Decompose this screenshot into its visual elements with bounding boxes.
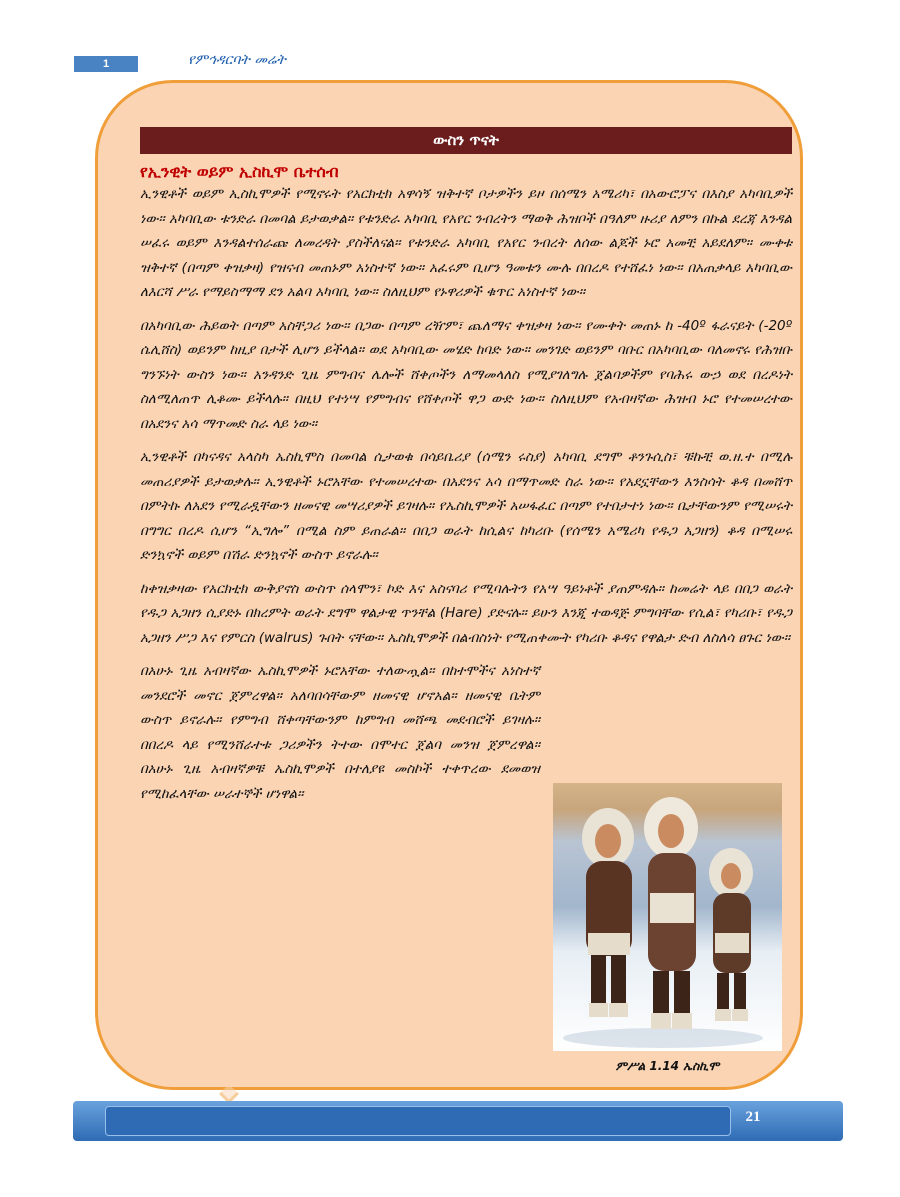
footer-inset	[105, 1106, 731, 1136]
paragraph-4: ከቀዝቃዛው የአርክቲክ ውቅያኖስ ውስጥ ሰላሞን፣ ኮድ እና አስናባሪ የሚባሉትን የአሣ ዓይነቶች ያጠምዳሉ። ከመሬት ላይ በበጋ ወራት የዱጋ አጋዘን ሲያድኑ በክረምት ወራት ደግሞ ዋልታዊ ጥንቸል (Hare) ያድናሉ። ይሁን እንጂ ተወዳጅ ምግባቸው የሲል፣ የካሪቡ፣ የዱጋ አጋዘን ሥጋ እና የምርስ (walrus) ጉበት ናቸው። ኤስኪሞዎች በልብስነት የሚጠቀሙት የካሪቡ ቆዳና የዋልታ ድብ ለስለሳ ፀጉር ነው።	[140, 580, 792, 646]
case-study-heading: የኢንዊት ወይም ኢስኪሞ ቤተሰብ	[140, 162, 339, 181]
paragraph-1: ኢንዊቶች ወይም ኢስኪሞዎች የሚኖሩት የአርክቲክ አዋሳኝ ዝቅተኛ ቦታዎችን ይዞ በሰሜን አሜሪካ፣ በአውሮፓና በእስያ አካባቢዎች ነው። አካባቢው ቱንድራ በመባል ይታወቃል። የቱንድራ አካባቢ የአየር ንብረትን ማወቅ ሕዝቦች በዓለም ዙሪያ ለምን በኩል ደረጃ እንዳል ሠፈሩ ወይም እንዳልተሰራጩ ለመረዳት ያስችለናል። የቱንድራ አካባቢ የአየር ንብረት ለሰው ልጆች ኑሮ አመቺ አይደለም። ሙቀቱ ዝቅተኛ (በጣም ቀዝቃዛ) የዝናብ መጠኑም አነስተኛ ነው። አፈሩም ቢሆን ዓመቱን ሙሉ በበረዶ የተሸፈነ ነው። በአጠቃላይ አካባቢው ለእርሻ ሥራ የማይስማማ ደን አልባ አካባቢ ነው። ስለዚህም የኑዋሪዎች ቁጥር አነስተኛ ነው።	[140, 186, 792, 300]
figure-caption: ምሥል 1.14 ኤስኪሞ	[615, 1059, 720, 1073]
paragraph-2: በአካባቢው ሕይወት በጣም አስቸጋሪ ነው። በጋው በጣም ረዥም፣ ጨለማና ቀዝቃዛ ነው። የሙቀት መጠኑ ከ -40º ፋራናይት (-20º ሴሊሸስ) ወይንም ከዚያ በታች ሊሆን ይችላል። ወደ አካባቢው መሄድ ከባድ ነው። መንገድ ወይንም ባቡር በአካባቢው ባለመኖሩ የሕዝቡ ግንኙነት ውስን ነው። አንዳንድ ጊዜ ምግብና ሌሎች ሸቀጦችን ለማመላለስ የሚያገለግሉ ጀልባዎችም የባሕሩ ውኃ ወደ በረዶነት ስለሚለጠጥ ሊቆሙ ይችላሉ። በዚህ የተነሣ የምግብና የሸቀጦች ዋጋ ውድ ነው። ስለዚህም የአብዛኛው ሕዝብ ኑሮ የተመሠረተው በአደንና አሳ ማጥመድ ስራ ላይ ነው።	[140, 317, 792, 432]
paragraph-5: በአሁኑ ጊዜ አብዛኛው ኤስኪሞዎች ኑሮአቸው ተለውጧል። በከተሞችና አነስተኛ መንደሮች መኖር ጀምረዋል። አለባበሳቸውም ዘመናዊ ሆኖአል። ዘመናዊ ቤትም ውስጥ ይኖራሉ። የምግብ ሸቀጣቸውንም ከምግብ መሸጫ መደብሮች ይገዛሉ። በበረዶ ላይ የሚንሸራተቱ ጋሪዎችን ትተው በሞተር ጀልባ መንዝ ጀምረዋል። በአሁኑ ጊዜ አብዛኛዎቹ ኤስኪሞዎች በተለያዩ መስኮች ተቀጥረው ደመወዝ የሚከፈላቸው ሠራተኞች ሆነዋል።	[140, 663, 540, 802]
page-number: 21	[745, 1109, 761, 1125]
unit-number-tab: 1	[74, 56, 138, 72]
paragraph-3: ኢንዊቶች በካናዳና አላስካ ኤስኪሞስ በመባል ሲታወቁ በሳይቤሪያ (ሰሜን ሩስያ) አካባቢ ደግሞ ቶንጉሲስ፣ ቹኩቺ ወ.ዘ.ተ በሚሉ መጠሪያዎች ይታወቃሉ። ኢንዊቶች ኑሮአቸው የተመሠረተው በአደንና አሳ በማጥመድ ስራ ነው። የአደኗቸውን እንስሳት ቆዳ በመሸጥ በምትኩ ለአደን የሚራዷቸውን ዘመናዊ መሣሪያዎች ይገዛሉ። የኤስኪሞዎች አሠፋፈር በጣም የተበታተነ ነው። ቤታቸውንም የሚሠሩት በግግር በረዶ ሲሆን “ኢግሎ” በሚል ስም ይጠራል። በበጋ ወራት ከሲልና ከካሪቡ (የሰሜን አሜሪካ የዱጋ አጋዘን) ቆዳ በሚሠሩ ድንኳኖች ወይም በሽራ ድንኳኖች ውስጥ ይኖራሉ።	[140, 449, 792, 563]
eskimo-family-photo	[553, 783, 782, 1051]
case-study-banner: ውስን ጥናት	[140, 127, 792, 154]
unit-title: የምኅዳርባት መሬት	[188, 52, 286, 68]
eskimo-family-illustration	[553, 783, 782, 1051]
